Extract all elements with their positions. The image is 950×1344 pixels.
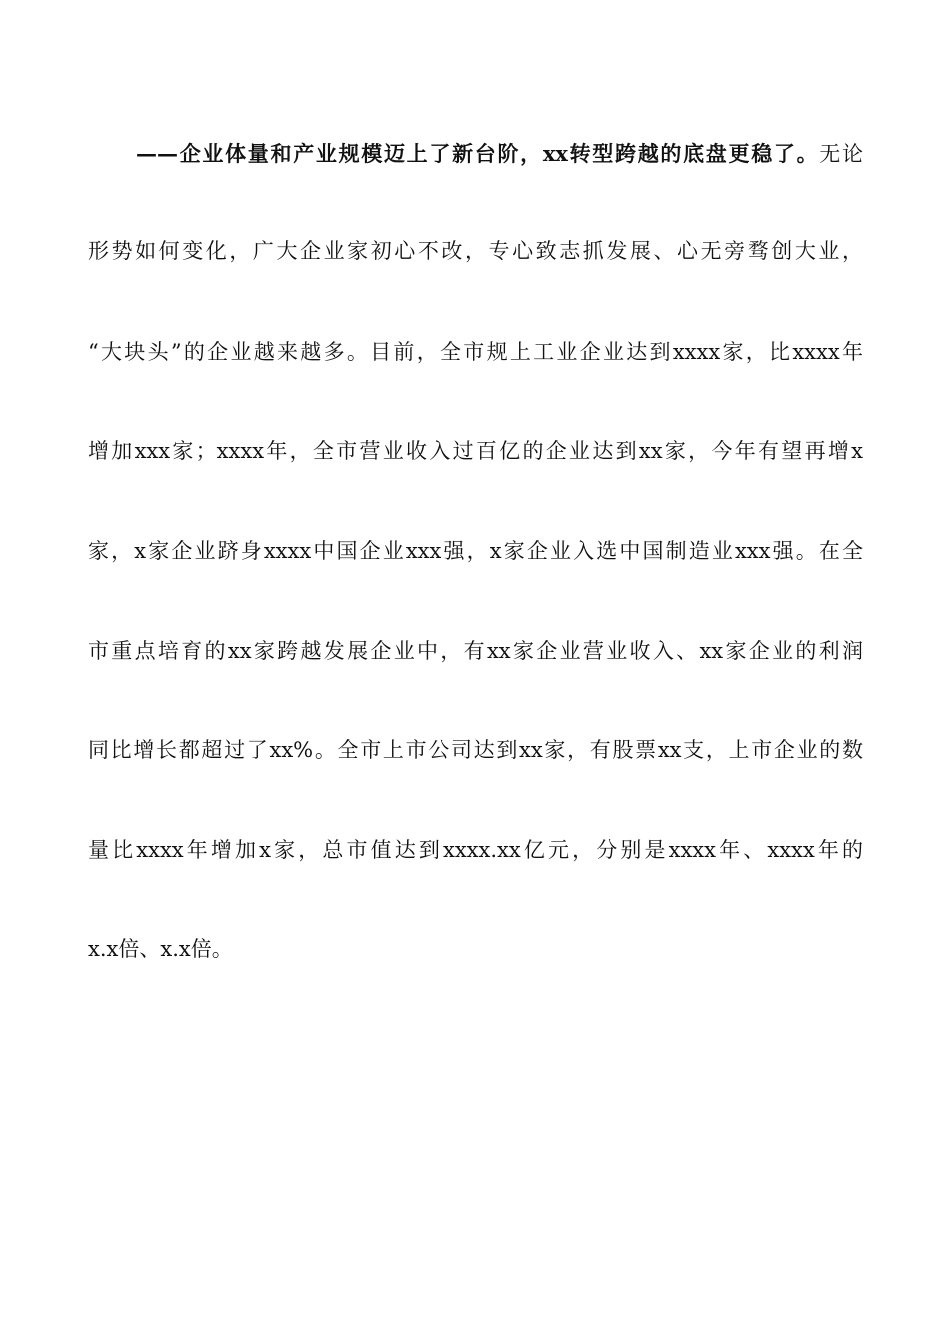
paragraph-line-9: x.x倍、x.x倍。 xyxy=(88,937,233,961)
lead-heading-bold: ——企业体量和产业规模迈上了新台阶，xx转型跨越的底盘更稳了。 xyxy=(136,141,820,166)
paragraph-line-2: 形势如何变化，广大企业家初心不改，专心致志抓发展、心无旁骛创大业， xyxy=(88,239,863,263)
paragraph-line-5: 家，x家企业跻身xxxx中国企业xxx强，x家企业入选中国制造业xxx强。在全 xyxy=(88,539,863,563)
paragraph-line-6: 市重点培育的xx家跨越发展企业中，有xx家企业营业收入、xx家企业的利润 xyxy=(88,639,863,663)
paragraph-line-3: “大块头”的企业越来越多。目前，全市规上工业企业达到xxxx家，比xxxx年 xyxy=(88,340,863,364)
paragraph-line-1 xyxy=(136,134,863,174)
paragraph-line-4: 增加xxx家；xxxx年，全市营业收入过百亿的企业达到xx家，今年有望再增x xyxy=(88,439,863,463)
line-1-tail: 无论 xyxy=(819,142,863,166)
paragraph-line-8: 量比xxxx年增加x家，总市值达到xxxx.xx亿元，分别是xxxx年、xxxx年的 xyxy=(88,838,863,862)
paragraph-line-7: 同比增长都超过了xx%。全市上市公司达到xx家，有股票xx支，上市企业的数 xyxy=(88,738,863,762)
